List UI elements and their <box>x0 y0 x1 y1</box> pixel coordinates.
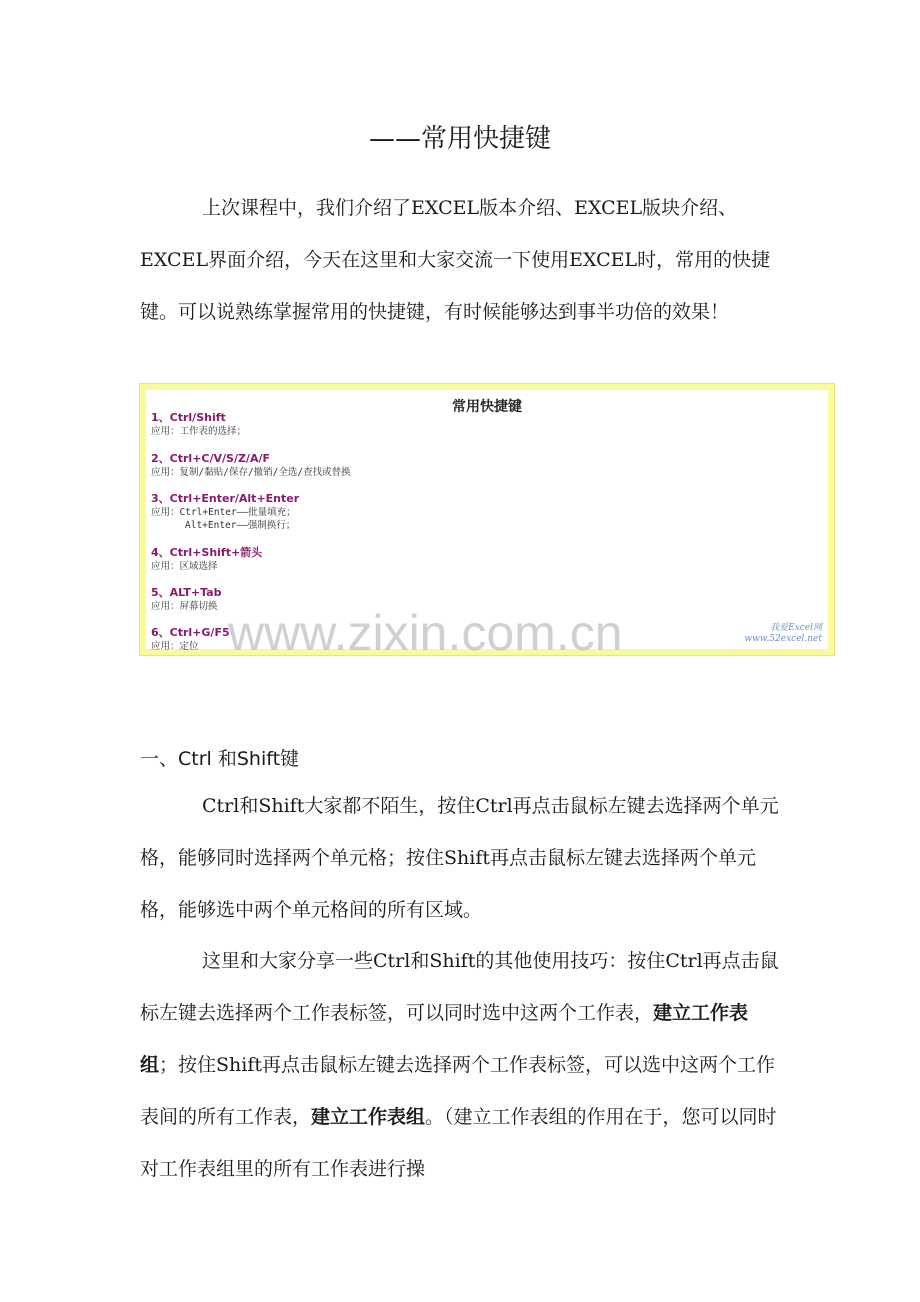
figure-item-head: 5、ALT+Tab <box>151 586 222 599</box>
figure-item-desc: 应用：定位 <box>151 641 199 652</box>
section-heading: 一、Ctrl 和Shift键 <box>140 748 300 770</box>
figure-item-desc: 应用：工作表的选择； <box>151 426 247 437</box>
figure-item-head: 1、Ctrl/Shift <box>151 411 226 424</box>
figure-item-desc: 应用：区域选择 <box>151 561 218 572</box>
bold-term: 建立工作表组 <box>140 1002 749 1076</box>
figure-item <box>151 626 230 653</box>
figure-item-desc: 应用：屏幕切换 <box>151 601 218 612</box>
figure-item-head: 4、Ctrl+Shift+箭头 <box>151 546 263 559</box>
figure-item-head: 2、Ctrl+C/V/S/Z/A/F <box>151 452 270 465</box>
bold-term: 建立工作表组 <box>311 1106 426 1128</box>
figure-item <box>151 452 351 479</box>
paragraph-text: ；按住Shift再点击鼠标左键去选择两个工作表标签，可以选中这两个工作表间的所有工作表， <box>140 1054 776 1128</box>
figure-item-desc: 应用：复制/黏贴/保存/撤销/全选/查找或替换 <box>151 467 351 478</box>
figure-item-desc-2: Alt+Enter——强制换行； <box>185 520 296 531</box>
figure-item-desc: 应用：Ctrl+Enter——批量填充； <box>151 507 296 518</box>
figure-item-head: 3、Ctrl+Enter/Alt+Enter <box>151 492 300 505</box>
paragraph-text: 这里和大家分享一些Ctrl和Shift的其他使用技巧：按住Ctrl再点击鼠标左键去选择两个工作表标签，可以同时选中这两个工作表， <box>140 950 779 1024</box>
figure-item <box>151 411 246 438</box>
figure-item <box>151 586 221 613</box>
intro-paragraph: 上次课程中，我们介绍了EXCEL版本介绍、EXCEL版块介绍、EXCEL界面介绍，今天在这里和大家交流一下使用EXCEL时，常用的快捷键。可以说熟练掌握常用的快捷键，有时候能够达到事半功倍的效果！ <box>140 197 771 323</box>
document-title: ——常用快捷键 <box>368 124 551 154</box>
site-logo <box>744 623 822 645</box>
figure-item <box>151 492 299 532</box>
site-logo-name: 我爱Excel网 <box>770 623 822 633</box>
figure-item <box>151 546 262 573</box>
section-paragraph-2 <box>140 935 785 1195</box>
watermark: www.zixin.com.cn <box>228 605 623 661</box>
figure-title: 常用快捷键 <box>452 399 522 415</box>
site-logo-url: www.52excel.net <box>744 634 822 644</box>
section-paragraph-1: Ctrl和Shift大家都不陌生，按住Ctrl再点击鼠标左键去选择两个单元格，能够同时选择两个单元格；按住Shift再点击鼠标左键去选择两个单元格，能够选中两个单元格间的所有区域。 <box>140 795 779 921</box>
figure-item-head: 6、Ctrl+G/F5 <box>151 626 230 639</box>
paragraph-text: 。（建立工作表组的作用在于，您可以同时对工作表组里的所有工作表进行操 <box>140 1106 777 1180</box>
